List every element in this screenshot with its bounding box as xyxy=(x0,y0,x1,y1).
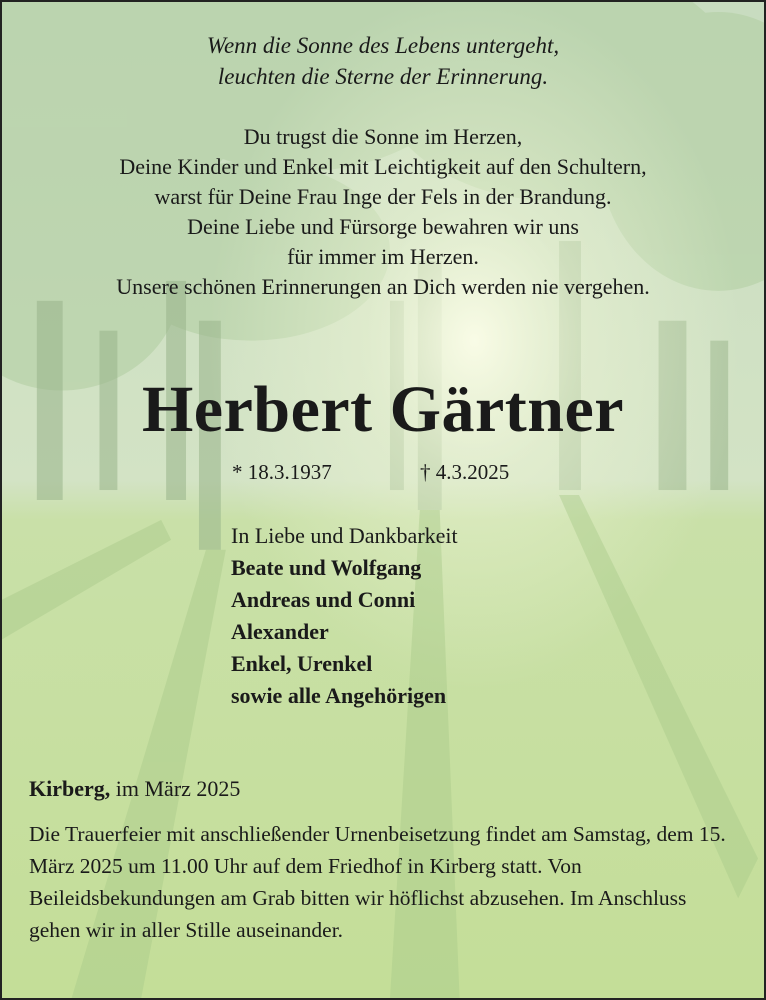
mourner-name: Beate und Wolfgang xyxy=(231,555,422,580)
obituary-content xyxy=(2,2,764,998)
deceased-name: Herbert Gärtner xyxy=(141,373,625,446)
mourner-name: Alexander xyxy=(231,619,329,644)
mourner-name: sowie alle Angehörigen xyxy=(231,683,447,708)
poem-line: für immer im Herzen. xyxy=(287,244,479,269)
memorial-poem xyxy=(2,122,764,302)
mourner-name: Enkel, Urenkel xyxy=(231,651,373,676)
quote-line: leuchten die Sterne der Erinnerung. xyxy=(217,64,549,89)
place-date-line xyxy=(29,774,240,804)
poem-line: warst für Deine Frau Inge der Fels in der Brandung. xyxy=(154,184,612,209)
quote-line: Wenn die Sonne des Lebens untergeht, xyxy=(206,33,560,58)
birth-date: * 18.3.1937 xyxy=(232,460,332,484)
poem-line: Deine Liebe und Fürsorge bewahren wir uns xyxy=(187,214,579,239)
place-date: im März 2025 xyxy=(115,776,241,801)
funeral-notice: Die Trauerfeier mit anschließender Urnenbeisetzung findet am Samstag, dem 15. März 2025 um 11.00 Uhr auf dem Friedhof in Kirberg statt. Von Beileidsbekundungen am Grab bitten wir höflichst abzusehen. Im Anschluss gehen wir in aller Stille auseinander. xyxy=(29,822,726,942)
mourner-name: Andreas und Conni xyxy=(231,587,416,612)
place-town: Kirberg, xyxy=(29,776,111,801)
poem-line: Unsere schönen Erinnerungen an Dich werden nie vergehen. xyxy=(116,274,650,299)
death-date: † 4.3.2025 xyxy=(420,460,510,484)
mourners-intro: In Liebe und Dankbarkeit xyxy=(231,523,458,548)
poem-line: Du trugst die Sonne im Herzen, xyxy=(243,124,523,149)
poem-line: Deine Kinder und Enkel mit Leichtigkeit auf den Schultern, xyxy=(119,154,647,179)
memorial-quote xyxy=(2,30,764,92)
mourners-list xyxy=(231,520,458,712)
